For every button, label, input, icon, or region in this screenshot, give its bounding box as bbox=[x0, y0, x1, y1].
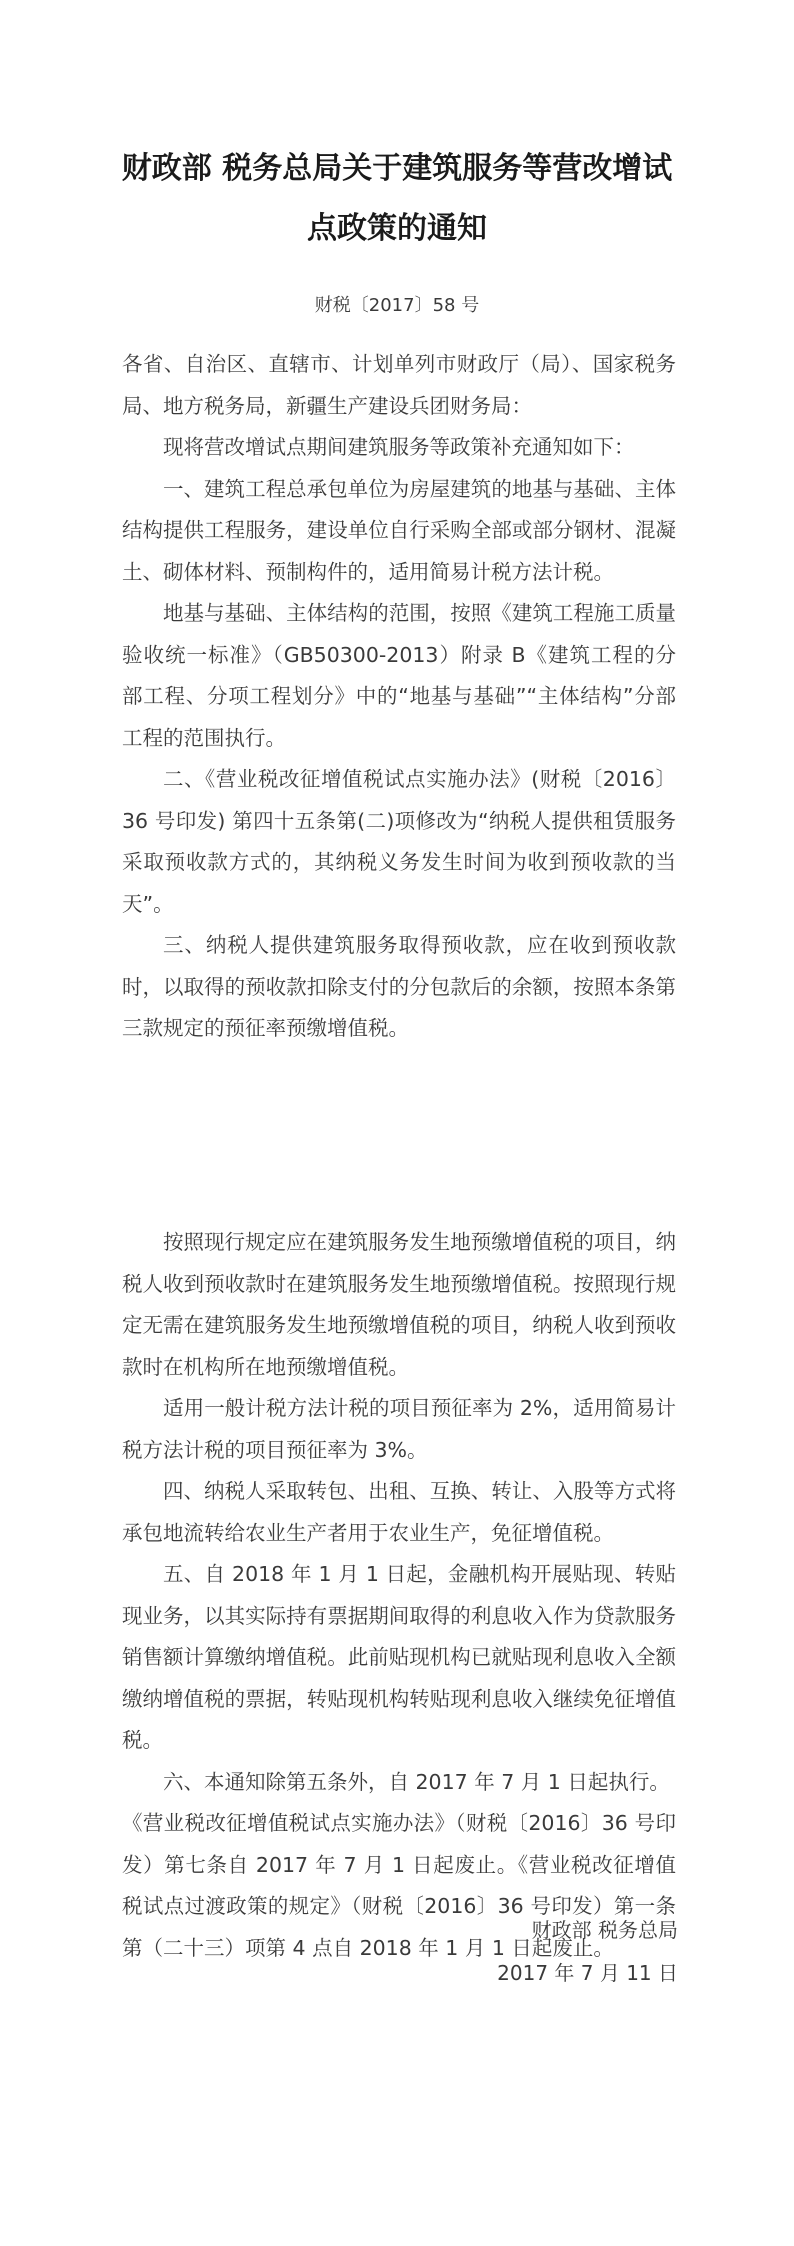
addressee: 各省、自治区、直辖市、计划单列市财政厅（局）、国家税务局、地方税务局，新疆生产建设兵团财务局： bbox=[122, 352, 676, 418]
document-title-line-1: 财政部 税务总局关于建筑服务等营改增试 bbox=[121, 151, 673, 186]
paragraph-article-3-rates: 适用一般计税方法计税的项目预征率为 2%，适用简易计税方法计税的项目预征率为 3%。 bbox=[122, 1396, 676, 1462]
paragraph-intro: 现将营改增试点期间建筑服务等政策补充通知如下： bbox=[163, 435, 635, 459]
paragraph-article-4: 四、纳税人采取转包、出租、互换、转让、入股等方式将承包地流转给农业生产者用于农业生产，免征增值税。 bbox=[122, 1479, 676, 1545]
body-section-2 bbox=[122, 1222, 676, 1969]
document-number: 财税〔2017〕58 号 bbox=[314, 295, 480, 316]
issue-date: 2017 年 7 月 11 日 bbox=[497, 1961, 678, 1985]
paragraph-repeal: 《营业税改征增值税试点实施办法》（财税〔2016〕36 号印发）第七条自 2017 年 7 月 1 日起废止。《营业税改征增值税试点过渡政策的规定》（财税〔2016〕36 号印发）第一条第（二十三）项第 4 点自 2018 年 1 月 1 日起废止。 bbox=[122, 1811, 676, 1960]
paragraph-article-3-location: 按照现行规定应在建筑服务发生地预缴增值税的项目，纳税人收到预收款时在建筑服务发生地预缴增值税。按照现行规定无需在建筑服务发生地预缴增值税的项目，纳税人收到预收款时在机构所在地预缴增值税。 bbox=[122, 1230, 676, 1379]
paragraph-article-2: 二、《营业税改征增值税试点实施办法》(财税〔2016〕36 号印发) 第四十五条第(二)项修改为“纳税人提供租赁服务采取预收款方式的，其纳税义务发生时间为收到预收款的当天”。 bbox=[122, 767, 676, 916]
document-title-line-2: 点政策的通知 bbox=[307, 211, 487, 246]
paragraph-article-1-scope: 地基与基础、主体结构的范围，按照《建筑工程施工质量验收统一标准》（GB50300-2013）附录 B《建筑工程的分部工程、分项工程划分》中的“地基与基础”“主体结构”分部工程的范围执行。 bbox=[122, 601, 676, 750]
paragraph-article-3: 三、纳税人提供建筑服务取得预收款，应在收到预收款时，以取得的预收款扣除支付的分包款后的余额，按照本条第三款规定的预征率预缴增值税。 bbox=[122, 933, 676, 1040]
paragraph-article-5: 五、自 2018 年 1 月 1 日起，金融机构开展贴现、转贴现业务，以其实际持有票据期间取得的利息收入作为贷款服务销售额计算缴纳增值税。此前贴现机构已就贴现利息收入全额缴纳增值税的票据，转贴现机构转贴现利息收入继续免征增值税。 bbox=[122, 1562, 676, 1752]
signature: 财政部 税务总局 bbox=[531, 1918, 678, 1942]
body-section-1 bbox=[122, 344, 676, 1050]
paragraph-article-6: 六、本通知除第五条外，自 2017 年 7 月 1 日起执行。 bbox=[163, 1769, 670, 1794]
paragraph-article-1: 一、建筑工程总承包单位为房屋建筑的地基与基础、主体结构提供工程服务，建设单位自行采购全部或部分钢材、混凝土、砌体材料、预制构件的，适用简易计税方法计税。 bbox=[122, 476, 676, 584]
